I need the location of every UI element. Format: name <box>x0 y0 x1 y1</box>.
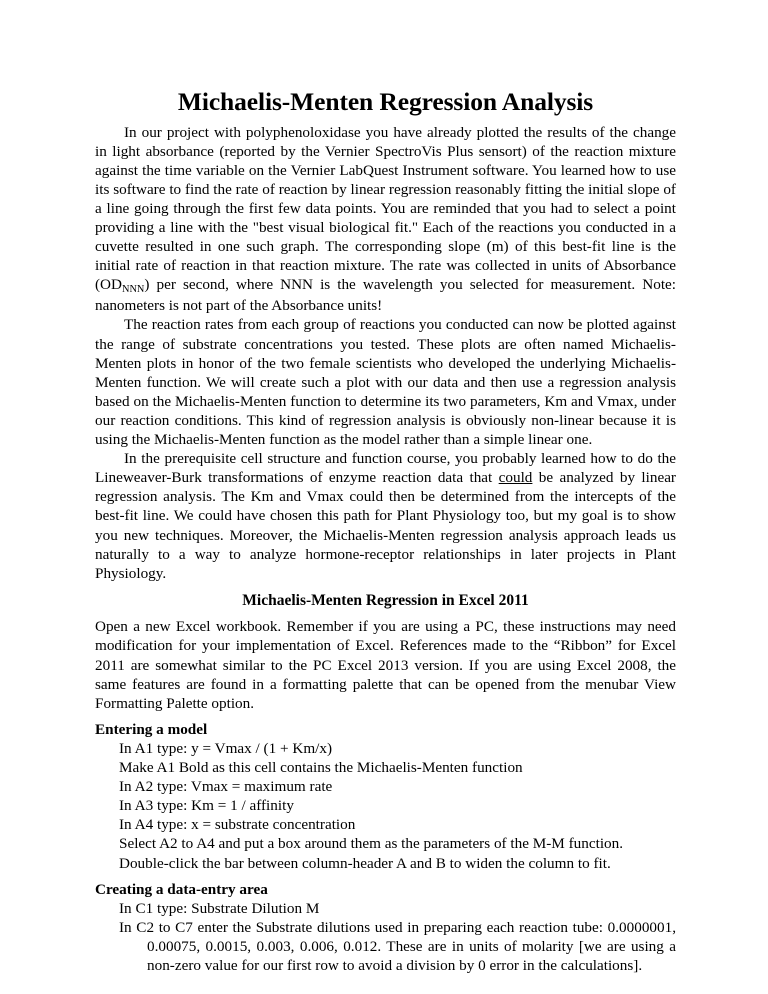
list-item: In C2 to C7 enter the Substrate dilutions used in preparing each reaction tube: 0.0000001, 0.00075, 0.0015, 0.003, 0.006, 0.012. These are in units of molarity [we are using a non-zero value for our first row to avoid a division by 0 error in the calculations]. <box>119 918 676 974</box>
section-heading-excel: Michaelis-Menten Regression in Excel 2011 <box>242 591 529 609</box>
paragraph-lineweaver-burk-text-b: be analyzed by linear regression analysis. The Km and Vmax could then be determined from the intercepts of the best-fit line. We could have chosen this path for Plant Physiology too, but my goal is to show you new techniques. Moreover, the Michaelis-Menten regression analysis approach leads us naturally to a way to analyze hormone-receptor relationships in later projects in Plant Physiology. <box>95 469 676 582</box>
subsection-heading-entering-a-model: Entering a model <box>95 720 208 738</box>
page-title: Michaelis-Menten Regression Analysis <box>177 87 594 116</box>
steps-creating-a-data-entry-area <box>95 899 676 975</box>
paragraph-lineweaver-burk-text-a: In the prerequisite cell structure and function course, you probably learned how to do the Lineweaver-Burk transformations of enzyme reaction data that <box>95 450 676 487</box>
paragraph-lineweaver-burk <box>95 449 676 583</box>
paragraph-intro-text-b: ) per second, where NNN is the wavelength you selected for measurement. Note: nanometers is not part of the Absorbance units! <box>95 276 676 315</box>
list-item: In A3 type: Km = 1 / affinity <box>119 797 294 815</box>
emphasis-could: could <box>498 469 533 487</box>
list-item: Double-click the bar between column-header A and B to widen the column to fit. <box>119 854 611 872</box>
list-item: In A1 type: y = Vmax / (1 + Km/x) <box>119 739 333 757</box>
list-item: In A2 type: Vmax = maximum rate <box>119 778 333 796</box>
paragraph-intro <box>95 123 676 316</box>
list-item: Select A2 to A4 and put a box around them as the parameters of the M-M function. <box>119 835 624 853</box>
list-item: In A4 type: x = substrate concentration <box>119 816 356 834</box>
list-item: Make A1 Bold as this cell contains the Michaelis-Menten function <box>119 759 523 777</box>
steps-entering-a-model <box>95 739 676 873</box>
list-item: In C1 type: Substrate Dilution M <box>119 899 320 917</box>
paragraph-intro-text-a: In our project with polyphenoloxidase you have already plotted the results of the change in light absorbance (reported by the Vernier SpectroVis Plus sensort) of the reaction mixture against the time variable on the Vernier LabQuest Instrument software. You learned how to use its software to find the rate of reaction by linear regression reasonably fitting the initial slope of a line going through the first few data points. You are reminded that you had to select a point providing a line with the "best visual biological fit." Each of the reactions you conducted in a cuvette resulted in one such graph. The corresponding slope (m) of this best-fit line is the initial rate of reaction in that reaction mixture. The rate was collected in units of Absorbance (OD <box>95 123 676 294</box>
subsection-heading-creating-a-data-entry-area: Creating a data-entry area <box>95 880 268 898</box>
paragraph-excel-intro: Open a new Excel workbook. Remember if you are using a PC, these instructions may need modification for your implementation of Excel. References made to the “Ribbon” for Excel 2011 are somewhat similar to the PC Excel 2013 version. If you are using Excel 2008, the same features are found in a formatting palette that can be opened from the menubar View Formatting Palette option. <box>95 618 676 712</box>
paragraph-michaelis-menten-plots: The reaction rates from each group of reactions you conducted can now be plotted against the range of substrate concentrations you tested. These plots are often named Michaelis-Menten plots in honor of the two female scientists who developed the underlying Michaelis-Menten function. We will create such a plot with our data and then use a regression analysis based on the Michaelis-Menten function to determine its two parameters, Km and Vmax, under our reaction conditions. This kind of regression analysis is obviously non-linear because it is using the Michaelis-Menten function as the model rather than a simple linear one. <box>95 316 676 449</box>
od-subscript: NNN <box>122 283 145 295</box>
